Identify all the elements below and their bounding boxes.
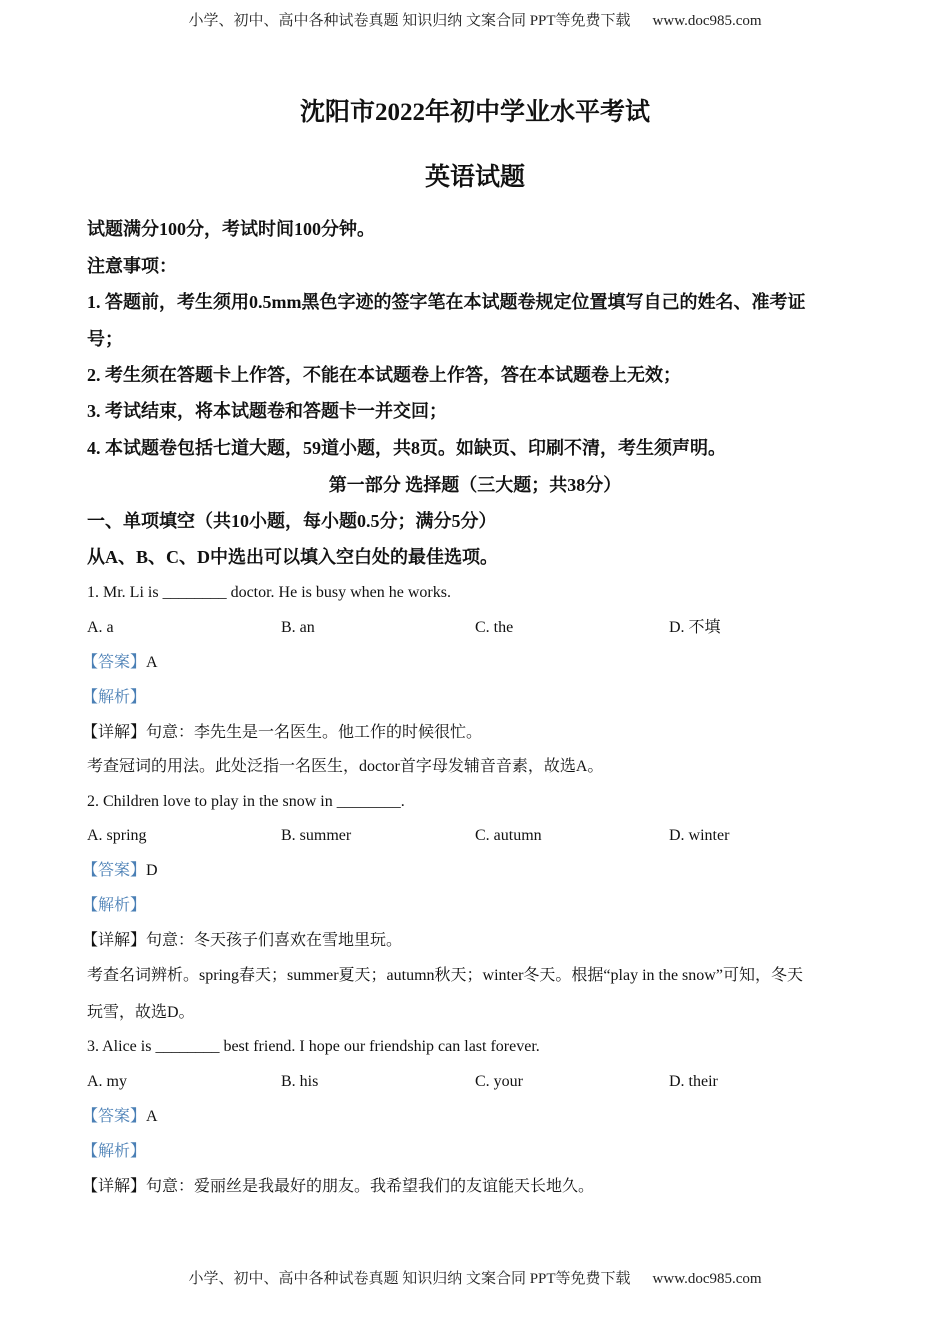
detail-label: 【详解】: [82, 1178, 147, 1195]
option-a: A. my: [87, 1073, 127, 1090]
option-a: A. a: [87, 619, 114, 636]
instruction: 从A、B、C、D中选出可以填入空白处的最佳选项。: [87, 547, 499, 567]
detail-line: [82, 1179, 594, 1195]
answer-value: D: [146, 862, 158, 879]
intro-line: 1. 答题前，考生须用0.5mm黑色字迹的签字笔在本试题卷规定位置填写自己的姓名、准考证: [87, 292, 806, 312]
answer-label: 【答案】: [82, 862, 147, 879]
answer-value: A: [146, 1108, 158, 1125]
footer-url[interactable]: www.doc985.com: [652, 1271, 762, 1287]
intro-line: 试题满分100分，考试时间100分钟。: [87, 219, 375, 239]
option-b: B. his: [281, 1073, 319, 1090]
part-heading: 第一部分 选择题（三大题；共38分）: [328, 475, 622, 495]
detail-label: 【详解】: [82, 932, 147, 949]
detail-text: 句意：爱丽丝是我最好的朋友。我希望我们的友谊能天长地久。: [146, 1178, 595, 1195]
analysis-label: 【解析】: [82, 1143, 147, 1160]
option-b: B. an: [281, 619, 315, 636]
explanation: 考查冠词的用法。此处泛指一名医生，doctor首字母发辅音音素，故选A。: [87, 758, 604, 775]
detail-line: [82, 933, 402, 949]
option-c: C. the: [475, 619, 514, 636]
page-header: [0, 14, 950, 29]
detail-line: [82, 725, 482, 741]
page-footer: [0, 1272, 950, 1287]
analysis-label: 【解析】: [82, 689, 147, 706]
answer-line: [82, 1109, 158, 1125]
option-c: C. autumn: [475, 827, 542, 844]
intro-line: 4. 本试题卷包括七道大题，59道小题，共8页。如缺页、印刷不清，考生须声明。: [87, 438, 726, 458]
explanation: 考查名词辨析。spring春天；summer夏天；autumn秋天；winter冬天。根据“play in the snow”可知，冬天: [87, 967, 803, 984]
exam-subtitle: 英语试题: [424, 164, 525, 191]
exam-title: 沈阳市2022年初中学业水平考试: [299, 99, 650, 126]
answer-value: A: [146, 654, 158, 671]
explanation: 玩雪，故选D。: [87, 1004, 195, 1021]
header-url[interactable]: www.doc985.com: [652, 13, 762, 29]
intro-line: 注意事项：: [87, 256, 177, 276]
answer-label: 【答案】: [82, 654, 147, 671]
option-d: D. their: [669, 1073, 718, 1090]
intro-line: 3. 考试结束，将本试题卷和答题卡一并交回；: [87, 401, 447, 421]
section-heading: 一、单项填空（共10小题，每小题0.5分；满分5分）: [87, 511, 497, 531]
question-1: 1. Mr. Li is ________ doctor. He is busy when he works.: [87, 584, 451, 601]
option-d: D. 不填: [669, 619, 721, 636]
answer-line: [82, 655, 158, 671]
detail-text: 句意：冬天孩子们喜欢在雪地里玩。: [146, 932, 403, 949]
answer-label: 【答案】: [82, 1108, 147, 1125]
option-a: A. spring: [87, 827, 147, 844]
answer-line: [82, 863, 158, 879]
option-d: D. winter: [669, 827, 730, 844]
intro-line: 号；: [87, 329, 123, 349]
detail-text: 句意：李先生是一名医生。他工作的时候很忙。: [146, 724, 483, 741]
option-c: C. your: [475, 1073, 523, 1090]
question-3: 3. Alice is ________ best friend. I hope our friendship can last forever.: [87, 1038, 540, 1055]
intro-line: 2. 考生须在答题卡上作答，不能在本试题卷上作答，答在本试题卷上无效；: [87, 365, 681, 385]
footer-text: 小学、初中、高中各种试卷真题 知识归纳 文案合同 PPT等免费下载: [188, 1271, 631, 1287]
header-text: 小学、初中、高中各种试卷真题 知识归纳 文案合同 PPT等免费下载: [188, 13, 631, 29]
question-2: 2. Children love to play in the snow in ________.: [87, 793, 405, 810]
option-b: B. summer: [281, 827, 352, 844]
analysis-label: 【解析】: [82, 897, 147, 914]
detail-label: 【详解】: [82, 724, 147, 741]
